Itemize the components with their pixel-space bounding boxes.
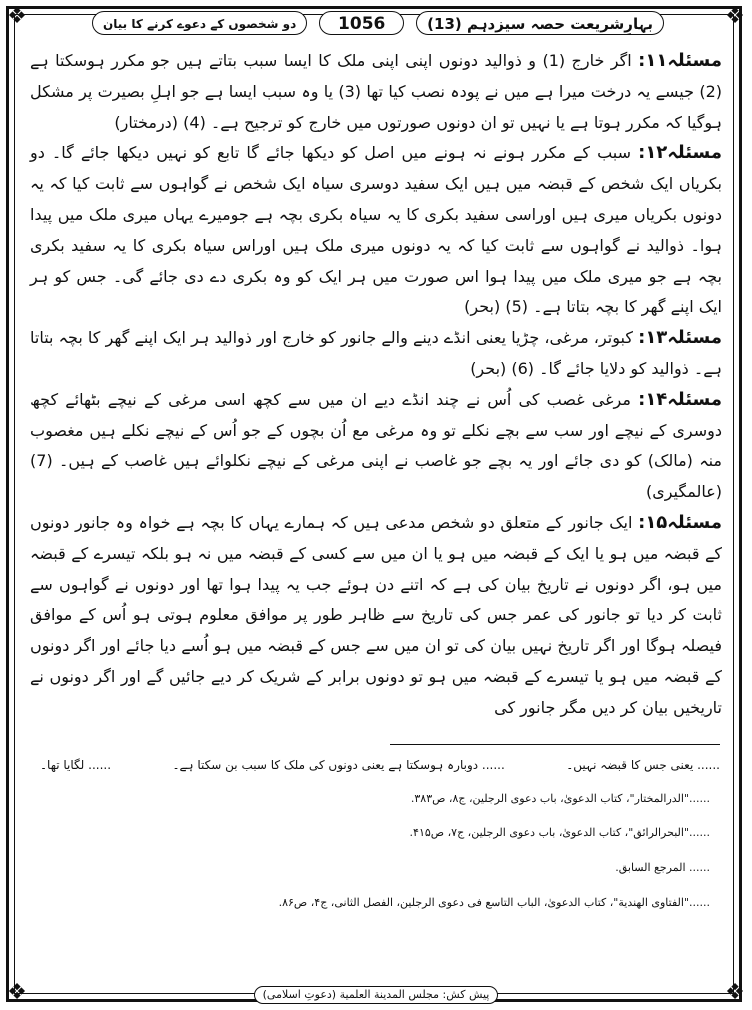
footnote-1: ...... یعنی جس کا قبضہ نہیں۔: [566, 758, 720, 772]
masala-paragraph: [30, 46, 722, 138]
book-title: بہارِشریعت حصہ سیزدہم (13): [416, 11, 664, 35]
masala-paragraph: [30, 385, 722, 508]
publisher-footer: پیش کش: مجلس المدینة العلمیة (دعوتِ اسلامی): [254, 986, 498, 1004]
corner-ornament-icon: ❖: [725, 4, 745, 29]
masala-text: سبب کے مکرر ہونے نہ ہونے میں اصل کو دیکھا جائے گا تابع کو نہیں دیکھا جائے گا۔ دو بکریاں ایک شخص کے قبضہ میں ہیں ایک سفید دوسری سیاہ ایک شخص نے گواہوں سے ثابت کیا کہ یہ دونوں بکریاں میری ہیں اوراسی سفید بکری کا یہ سیاہ بکری بچہ ہے جومیرے یہاں میری ملک میں پیدا ہوا۔ ذوالید نے گواہوں سے ثابت کیا کہ یہ دونوں میری ملک ہیں اوراس سیاہ بکری کا یہ سفید بکری بچہ ہے جو میری ملک میں پیدا ہوا اس صورت میں ہر ایک کو وہ بکری دے دی جائے گی۔ جس کو ہر ایک اپنے گھر کا بچہ بتاتا ہے۔ (5) (بحر): [30, 143, 722, 317]
masala-label: مسئلہ۱۲:: [638, 142, 722, 164]
corner-ornament-icon: ❖: [7, 4, 27, 29]
masala-text: کبوتر، مرغی، چڑیا یعنی انڈے دینے والے جانور کو خارج اور ذوالید ہر ایک اپنے گھر کا بچہ بتاتا ہے۔ ذوالید کو دلایا جائے گا۔ (6) (بحر): [30, 328, 722, 378]
footnote-5: ......"البحرالرائق"، کتاب الدعویٰ، باب دعوی الرجلین، ج۷، ص۴۱۵.: [409, 826, 710, 839]
masala-paragraph: [30, 323, 722, 385]
masala-paragraph: [30, 508, 722, 724]
masala-paragraph: [30, 138, 722, 323]
masala-label: مسئلہ۱۳:: [638, 327, 722, 349]
footnote-6: ...... المرجع السابق.: [615, 861, 710, 874]
chapter-topic: دو شخصوں کے دعوے کرنے کا بیان: [92, 11, 307, 35]
masala-label: مسئلہ۱۴:: [638, 388, 722, 410]
masala-text: مرغی غصب کی اُس نے چند انڈے دیے ان میں سے کچھ اسی مرغی کے نیچے بٹھائے کچھ دوسری کے نیچے اور سب سے بچے نکلے تو وہ مرغی مع اُن بچوں کے جو اُس کے نیچے نکلے ہیں مغصوب منہ (مالک) کو دی جائے اور یہ بچے جو غاصب نے اپنی مرغی کے نیچے نکلوائے ہیں غاصب کے ہیں۔ (7) (عالمگیری): [30, 389, 722, 502]
main-text: [30, 46, 722, 724]
page-number: 1056: [319, 11, 404, 35]
footnote-7: ......"الفتاوی الهندية"، کتاب الدعویٰ، الباب التاسع فی دعوی الرجلین، الفصل الثانی، ج۴، ص۸۶.: [278, 896, 710, 909]
masala-label: مسئلہ۱۵:: [638, 511, 722, 533]
corner-ornament-icon: ❖: [7, 980, 27, 1005]
footnote-4: ......"الدرالمختار"، کتاب الدعویٰ، باب دعوی الرجلین، ج۸، ص۳۸۳.: [410, 792, 710, 805]
footnotes-short-row: [40, 758, 720, 772]
footnote-3: ...... لگایا تھا۔: [40, 758, 112, 772]
masala-text: ایک جانور کے متعلق دو شخص مدعی ہیں کہ ہمارے یہاں کا بچہ ہے خواہ وہ جانور دونوں کے قبضہ میں ہو یا ایک کے قبضہ میں ہو یا ان میں سے کسی کے قبضہ میں نہ ہو بلکہ تیسرے کے قبضہ میں ہو، اگر دونوں نے تاریخ بیان کی ہے کہ اتنے دن ہوئے جب یہ پیدا ہوا تھا اور دونوں نے گواہوں سے ثابت کر دیا تو جانور کی عمر جس کی تاریخ سے ظاہر طور پر موافق معلوم ہوتی ہو اُس کے موافق فیصلہ ہوگا اور اگر تاریخ نہیں بیان کی تو ان میں سے جس کے قبضہ میں ہو اُسے دیا جائے اور اگر دونوں کے قبضہ میں ہو یا تیسرے کے قبضہ میں ہو تو دونوں برابر کے شریک کر دیے جائیں گے اور اگر دونوں نے تاریخیں بیان کر دیں مگر جانور کی: [30, 512, 722, 717]
page-header: [92, 8, 664, 38]
corner-ornament-icon: ❖: [725, 980, 745, 1005]
footnote-2: ...... دوبارہ ہوسکتا ہے یعنی دونوں کی ملک کا سبب بن سکتا ہے۔: [172, 758, 505, 772]
footnote-divider: [390, 744, 720, 745]
masala-label: مسئلہ۱۱:: [638, 50, 723, 71]
masala-text: اگر خارج (1) و ذوالید دونوں اپنی اپنی ملک کا ایسا سبب بتاتے ہیں جو مکرر ہوسکتا ہے (2) جیسے یہ درخت میرا ہے میں نے پودہ نصب کیا تھا (3) یا وہ سبب ایسا ہے جو اہلِ بصیرت پر مشکل ہوگیا کہ مکرر ہوتا ہے یا نہیں تو ان دونوں صورتوں میں خارج کو ترجیح ہے۔ (4) (درمختار): [30, 51, 722, 132]
